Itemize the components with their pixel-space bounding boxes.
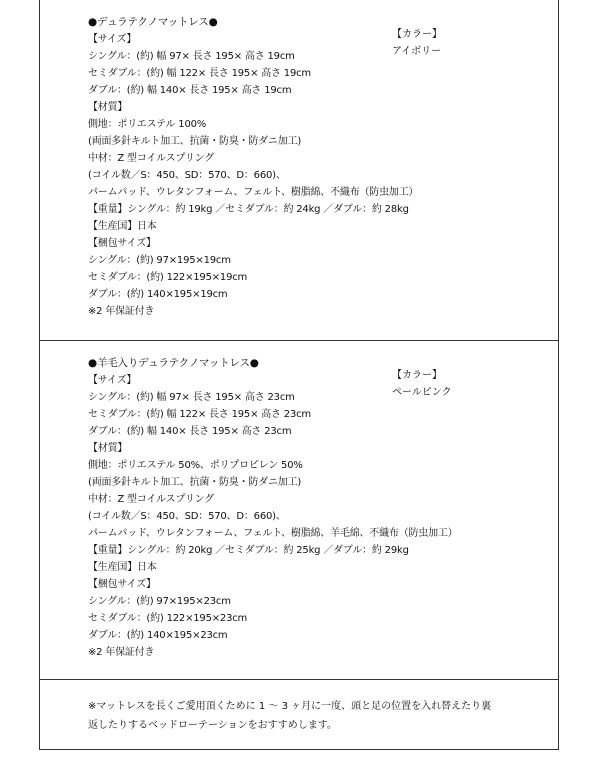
size-double: ダブル：(約) 幅 140× 長さ 195× 高さ 19cm xyxy=(88,85,292,96)
package-semi-double: セミダブル：(約) 122×195×23cm xyxy=(88,613,248,624)
package-heading: 【梱包サイズ】 xyxy=(88,579,156,590)
size-heading: 【サイズ】 xyxy=(88,34,137,45)
package-semi-double: セミダブル：(約) 122×195×19cm xyxy=(88,272,248,283)
color-info-1 xyxy=(392,26,442,60)
package-double: ダブル：(約) 140×195×23cm xyxy=(88,630,228,641)
material-cover: 側地：ポリエステル 100% xyxy=(88,119,207,130)
warranty-line: ※2 年保証付き xyxy=(88,647,155,658)
material-coil-count: (コイル数／S：450、SD：570、D：660)、 xyxy=(88,511,286,522)
material-core: 中材：Z 型コイルスプリング xyxy=(88,153,215,164)
weight-line: 【重量】シングル：約 19kg ／セミダブル：約 24kg ／ダブル：約 28kg xyxy=(88,204,409,215)
size-semi-double: セミダブル：(約) 幅 122× 長さ 195× 高さ 19cm xyxy=(88,68,311,79)
spec-list-1 xyxy=(88,14,418,320)
warranty-line: ※2 年保証付き xyxy=(88,306,155,317)
size-single: シングル：(約) 幅 97× 長さ 195× 高さ 23cm xyxy=(88,392,295,403)
package-heading: 【梱包サイズ】 xyxy=(88,238,156,249)
material-coil-count: (コイル数／S：450、SD：570、D：660)、 xyxy=(88,170,286,181)
material-cover: 側地：ポリエステル 50%、ポリプロピレン 50% xyxy=(88,460,303,471)
note-line-2: 返したりするベッドローテーションをおすすめします。 xyxy=(88,720,337,731)
material-layers: パームパッド、ウレタンフォーム、フェルト、樹脂綿、羊毛綿、不織布（防虫加工） xyxy=(88,528,458,539)
product-title: ●デュラテクノマットレス● xyxy=(88,16,218,28)
color-info-2 xyxy=(392,367,452,401)
color-label: 【カラー】 xyxy=(392,29,442,40)
product-section-1 xyxy=(40,0,558,341)
color-label: 【カラー】 xyxy=(392,370,442,381)
color-value: アイボリー xyxy=(392,46,442,57)
product-section-2 xyxy=(40,341,558,680)
size-heading: 【サイズ】 xyxy=(88,375,137,386)
origin-line: 【生産国】日本 xyxy=(88,221,157,232)
origin-line: 【生産国】日本 xyxy=(88,562,157,573)
size-single: シングル：(約) 幅 97× 長さ 195× 高さ 19cm xyxy=(88,51,295,62)
material-heading: 【材質】 xyxy=(88,443,128,454)
spec-frame xyxy=(39,0,559,750)
note-line-1: ※マットレスを長くご愛用頂くために 1 ～ 3 ヶ月に一度、頭と足の位置を入れ替えたり裏 xyxy=(88,701,492,712)
material-core: 中材：Z 型コイルスプリング xyxy=(88,494,215,505)
package-double: ダブル：(約) 140×195×19cm xyxy=(88,289,228,300)
material-cover-note: (両面多針キルト加工、抗菌・防臭・防ダニ加工) xyxy=(88,477,302,488)
product-title: ●羊毛入りデュラテクノマットレス● xyxy=(88,357,259,369)
size-double: ダブル：(約) 幅 140× 長さ 195× 高さ 23cm xyxy=(88,426,292,437)
material-cover-note: (両面多針キルト加工、抗菌・防臭・防ダニ加工) xyxy=(88,136,302,147)
package-single: シングル：(約) 97×195×19cm xyxy=(88,255,231,266)
rotation-note xyxy=(88,697,528,735)
color-value: ペールピンク xyxy=(392,387,452,398)
material-layers: パームパッド、ウレタンフォーム、フェルト、樹脂綿、不織布（防虫加工） xyxy=(88,187,419,198)
rotation-note-section xyxy=(40,680,558,749)
size-semi-double: セミダブル：(約) 幅 122× 長さ 195× 高さ 23cm xyxy=(88,409,311,420)
package-single: シングル：(約) 97×195×23cm xyxy=(88,596,231,607)
material-heading: 【材質】 xyxy=(88,102,128,113)
weight-line: 【重量】シングル：約 20kg ／セミダブル：約 25kg ／ダブル：約 29kg xyxy=(88,545,409,556)
